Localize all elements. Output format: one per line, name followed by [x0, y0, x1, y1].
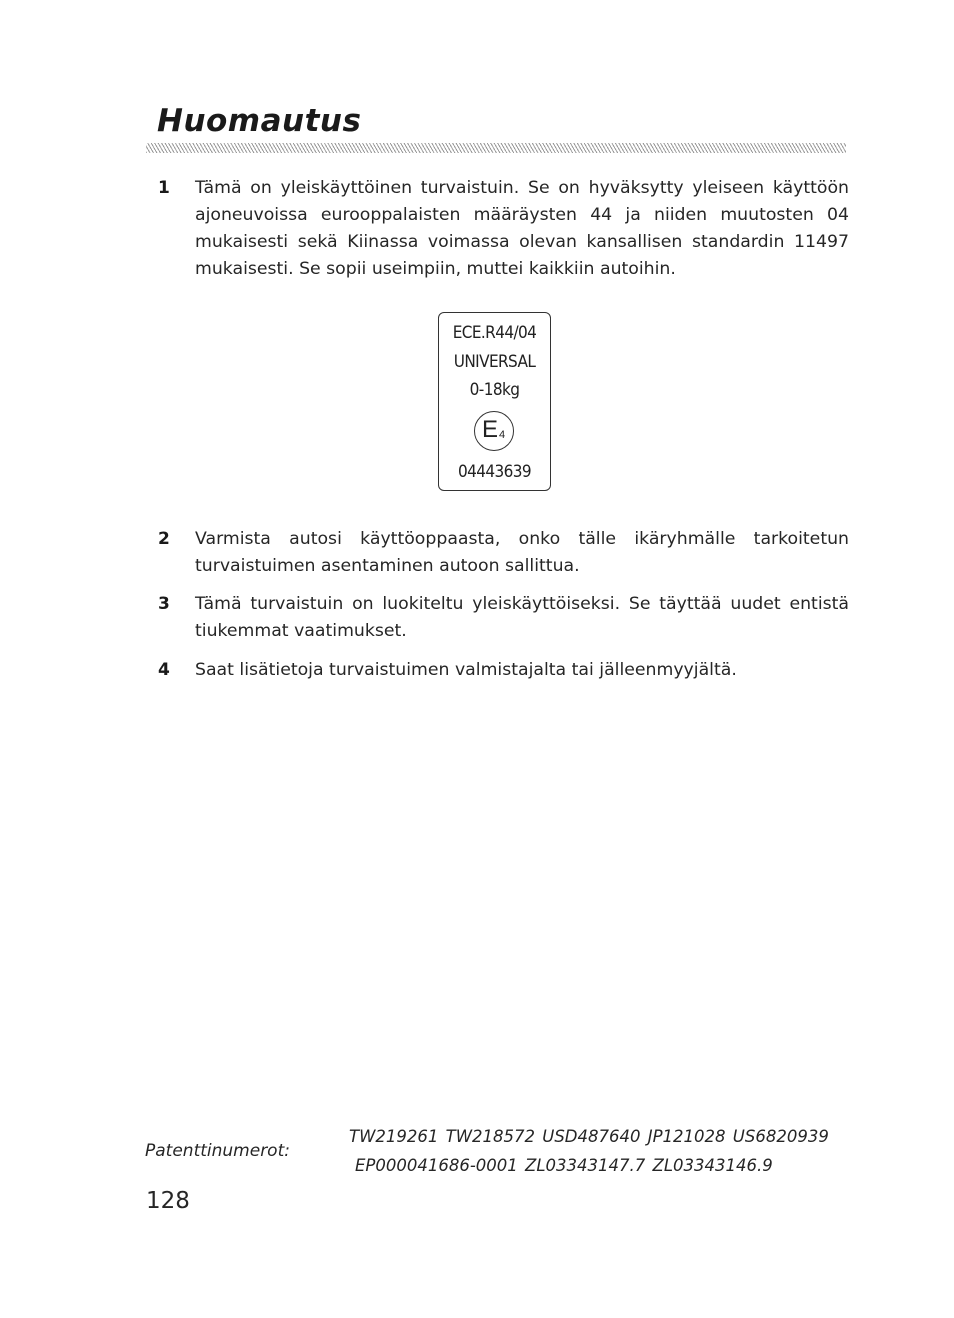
list-item-text: Tämä turvaistuin on luokiteltu yleiskäyttöiseksi. Se täyttää uudet entistä tiukemmat vaatimukset.	[195, 594, 849, 641]
list-item-text: Varmista autosi käyttöoppaasta, onko tälle ikäryhmälle tarkoitetun turvaistuimen asentaminen autoon sallittua.	[195, 529, 849, 576]
approval-category: UNIVERSAL	[453, 352, 536, 372]
e-mark-circle-icon	[474, 411, 514, 451]
e-mark-letter: E	[482, 416, 499, 443]
e-mark-country-number: 4	[499, 429, 506, 441]
list-item-number: 1	[158, 178, 170, 198]
list-item-number: 4	[158, 660, 170, 680]
approval-weight-range: 0-18kg	[469, 380, 520, 400]
patent-numbers-line-2: EP000041686-0001 ZL03343147.7 ZL03343146.9	[355, 1156, 773, 1175]
list-item-number: 3	[158, 594, 170, 614]
list-item-text: Saat lisätietoja turvaistuimen valmistajalta tai jälleenmyyjältä.	[195, 660, 737, 680]
list-item-text: Tämä on yleiskäyttöinen turvaistuin. Se on hyväksytty yleiseen käyttöön ajoneuvoissa eurooppalaisten määräysten 44 ja niiden muutosten 04 mukaisesti sekä Kiinassa voimassa olevan kansallisen standardin 11497 mukaisesti. Se sopii useimpiin, muttei kaikkiin autoihin.	[195, 178, 849, 279]
list-item-number: 2	[158, 529, 170, 549]
page-number: 128	[146, 1188, 190, 1214]
ece-approval-label	[438, 312, 551, 491]
title-underline-divider	[146, 143, 846, 153]
approval-regulation: ECE.R44/04	[452, 323, 537, 343]
patent-numbers-line-1: TW219261 TW218572 USD487640 JP121028 US6820939	[349, 1127, 829, 1146]
approval-number: 04443639	[457, 462, 532, 482]
page-title: Huomautus	[157, 103, 362, 139]
patent-numbers-label: Patenttinumerot:	[145, 1141, 290, 1161]
